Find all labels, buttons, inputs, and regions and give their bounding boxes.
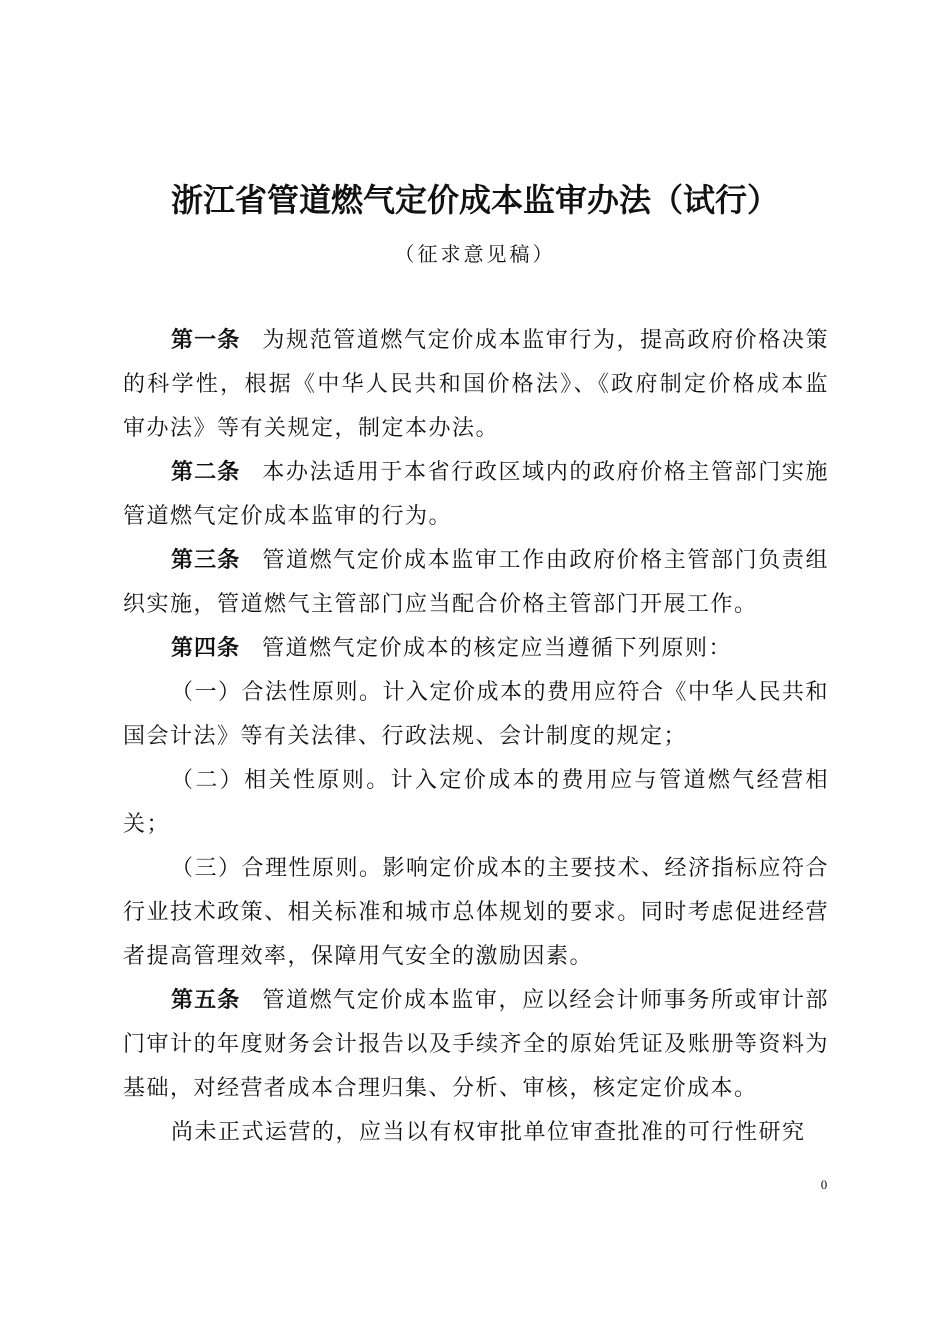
article-text: 管道燃气定价成本监审，应以经会计师事务所或审计部门审计的年度财务会计报告以及手续齐全的原始凭证及账册等资料为基础，对经营者成本合理归集、分析、审核，核定定价成本。 <box>123 988 829 1101</box>
document-subtitle: （征求意见稿） <box>394 242 556 266</box>
article-text: 本办法适用于本省行政区域内的政府价格主管部门实施管道燃气定价成本监审的行为。 <box>123 460 829 529</box>
article-text: 管道燃气定价成本的核定应当遵循下列原则： <box>262 636 733 661</box>
document-body <box>123 319 829 1155</box>
article-3 <box>123 539 829 627</box>
article-4-item-1 <box>123 671 829 759</box>
article-label: 第一条 <box>171 328 241 353</box>
article-1 <box>123 319 829 451</box>
article-label: 第四条 <box>171 636 241 661</box>
article-text: 管道燃气定价成本监审工作由政府价格主管部门负责组织实施，管道燃气主管部门应当配合价格主管部门开展工作。 <box>123 548 829 617</box>
paragraph-text: （二）相关性原则。计入定价成本的费用应与管道燃气经营相关； <box>123 768 829 837</box>
article-5-continuation <box>123 1111 829 1155</box>
article-label: 第五条 <box>171 988 241 1013</box>
paragraph-text: 尚未正式运营的，应当以有权审批单位审查批准的可行性研究 <box>171 1120 806 1145</box>
document-title: 浙江省管道燃气定价成本监审办法（试行） <box>170 181 779 219</box>
article-4-item-3 <box>123 847 829 979</box>
page-number: 0 <box>820 1177 828 1192</box>
article-4 <box>123 627 829 671</box>
article-5 <box>123 979 829 1111</box>
article-4-item-2 <box>123 759 829 847</box>
article-label: 第三条 <box>171 548 241 573</box>
article-label: 第二条 <box>171 460 241 485</box>
paragraph-text: （一）合法性原则。计入定价成本的费用应符合《中华人民共和国会计法》等有关法律、行政法规、会计制度的规定； <box>123 680 830 749</box>
article-2 <box>123 451 829 539</box>
paragraph-text: （三）合理性原则。影响定价成本的主要技术、经济指标应符合行业技术政策、相关标准和城市总体规划的要求。同时考虑促进经营者提高管理效率，保障用气安全的激励因素。 <box>123 856 830 969</box>
article-text: 为规范管道燃气定价成本监审行为，提高政府价格决策的科学性，根据《中华人民共和国价格法》、《政府制定价格成本监审办法》等有关规定，制定本办法。 <box>123 328 829 441</box>
